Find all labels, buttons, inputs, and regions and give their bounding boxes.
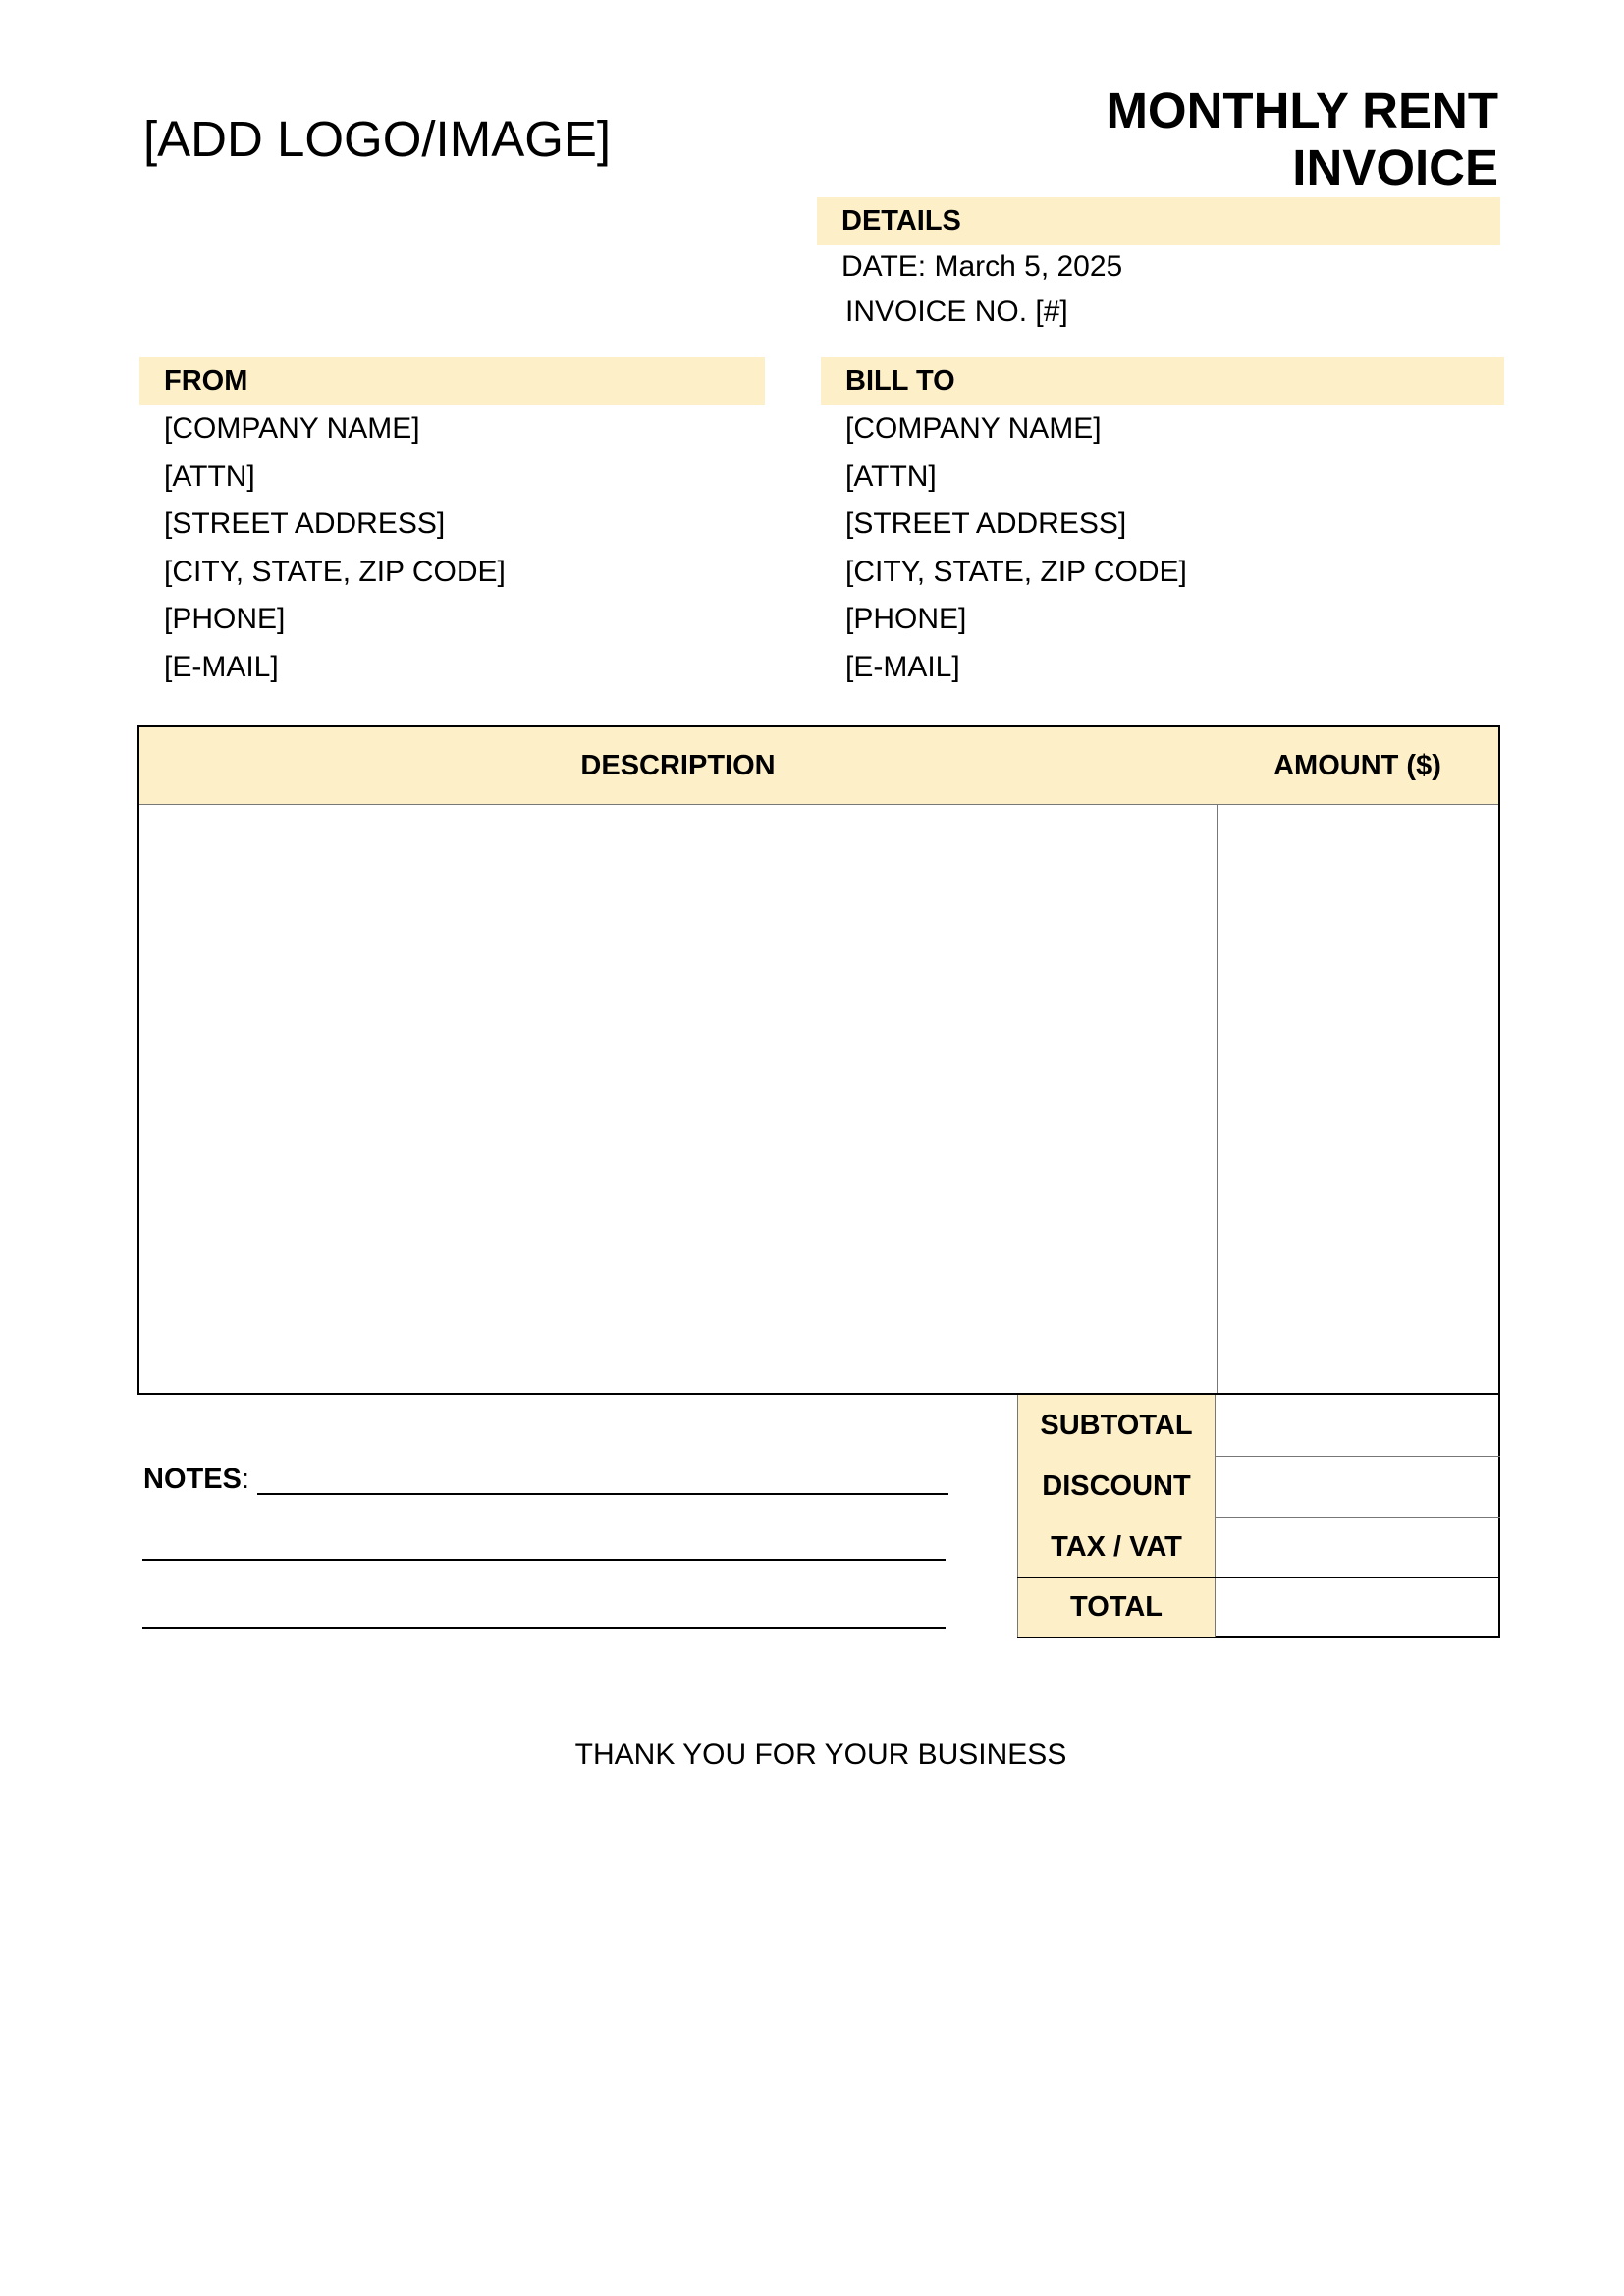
subtotal-label: SUBTOTAL <box>1017 1395 1215 1456</box>
amount-column-header: AMOUNT ($) <box>1273 750 1441 781</box>
notes-line-3[interactable] <box>142 1627 946 1629</box>
thank-you-message: THANK YOU FOR YOUR BUSINESS <box>574 1738 1067 1771</box>
notes-label: NOTES <box>143 1464 242 1495</box>
subtotal-value-cell[interactable] <box>1215 1395 1500 1456</box>
total-label: TOTAL <box>1017 1577 1215 1637</box>
total-value-cell[interactable] <box>1215 1577 1500 1637</box>
description-column-header: DESCRIPTION <box>580 750 776 781</box>
logo-placeholder[interactable]: [ADD LOGO/IMAGE] <box>143 111 612 167</box>
invoice-number[interactable]: INVOICE NO. [#] <box>845 295 1068 328</box>
bill-to-email[interactable]: [E-MAIL] <box>845 650 960 683</box>
invoice-title-line-1: MONTHLY RENT <box>1106 82 1498 138</box>
discount-value-cell[interactable] <box>1215 1456 1500 1517</box>
bill-to-city-state-zip[interactable]: [CITY, STATE, ZIP CODE] <box>845 555 1187 588</box>
from-city-state-zip[interactable]: [CITY, STATE, ZIP CODE] <box>164 555 506 588</box>
discount-label: DISCOUNT <box>1017 1456 1215 1517</box>
invoice-title <box>948 82 1498 196</box>
notes-line-2[interactable] <box>142 1559 946 1561</box>
items-table <box>137 725 1500 1395</box>
description-cell[interactable] <box>139 804 1217 1393</box>
items-table-header <box>139 727 1498 805</box>
tax-vat-value-cell[interactable] <box>1215 1517 1500 1577</box>
from-address-block <box>164 405 506 691</box>
notes-colon: : <box>241 1464 249 1495</box>
notes-line-1[interactable] <box>257 1493 948 1495</box>
invoice-title-line-2: INVOICE <box>1292 139 1498 195</box>
totals-row-rule <box>1215 1456 1500 1457</box>
totals-row-rule <box>1215 1517 1500 1518</box>
totals-total-rule <box>1017 1577 1500 1578</box>
bill-to-address-block <box>845 405 1187 691</box>
notes-label-group <box>143 1460 249 1499</box>
bill-to-street-address[interactable]: [STREET ADDRESS] <box>845 507 1127 540</box>
bill-to-company-name[interactable]: [COMPANY NAME] <box>845 412 1102 445</box>
bill-to-phone[interactable]: [PHONE] <box>845 603 967 635</box>
details-header-band <box>817 197 1500 245</box>
from-email[interactable]: [E-MAIL] <box>164 650 279 683</box>
from-heading: FROM <box>164 365 248 397</box>
bill-to-heading: BILL TO <box>845 365 955 397</box>
from-attn[interactable]: [ATTN] <box>164 459 255 493</box>
from-header-band <box>139 357 765 405</box>
bill-to-header-band <box>821 357 1504 405</box>
bill-to-attn[interactable]: [ATTN] <box>845 459 937 493</box>
invoice-date[interactable]: DATE: March 5, 2025 <box>841 250 1123 283</box>
from-street-address[interactable]: [STREET ADDRESS] <box>164 507 446 540</box>
from-company-name[interactable]: [COMPANY NAME] <box>164 412 420 445</box>
from-phone[interactable]: [PHONE] <box>164 603 286 635</box>
amount-cell[interactable] <box>1218 804 1498 1393</box>
tax-vat-label: TAX / VAT <box>1017 1517 1215 1577</box>
details-heading: DETAILS <box>841 205 961 237</box>
